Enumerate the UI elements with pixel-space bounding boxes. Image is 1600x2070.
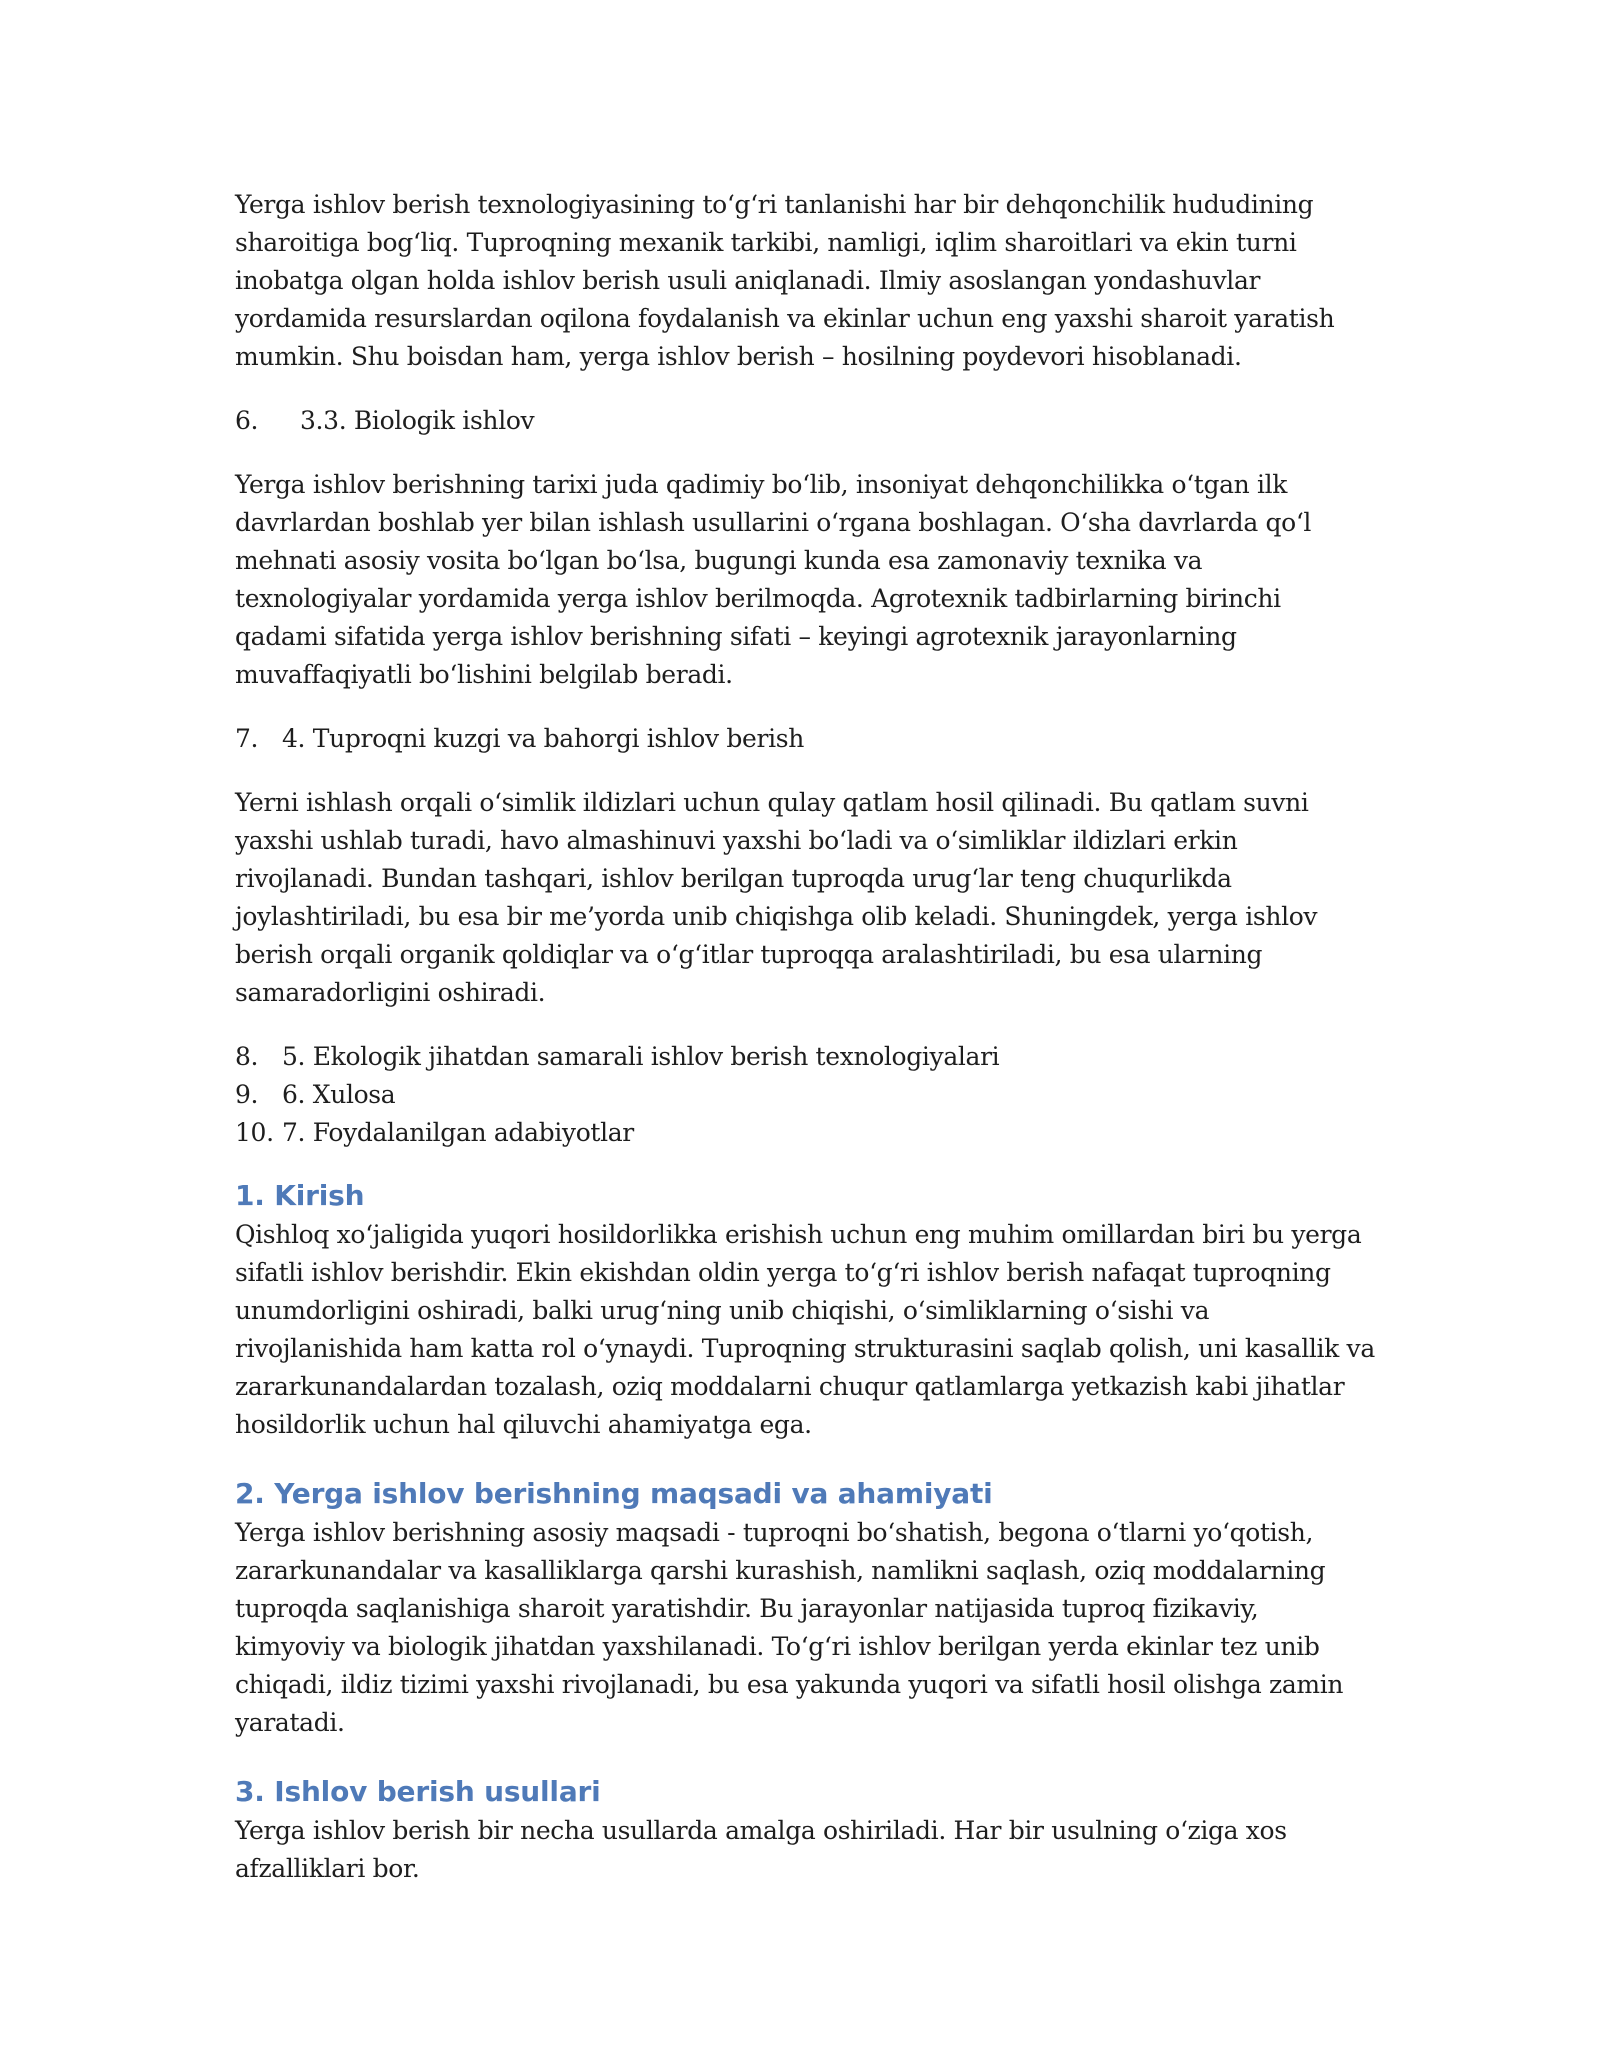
- outline-item-number: 6.: [235, 406, 259, 435]
- outline-item-10: [235, 1114, 1375, 1152]
- section-body-maqsad: Yerga ishlov berishning asosiy maqsadi - tuproqni bo‘shatish, begona o‘tlarni yo‘qotish, zararkunandalar va kasalliklarga qarshi kurashish, namlikni saqlash, oziq moddalarning tuproqda saqlanishiga sharoit yaratishdir. Bu jarayonlar natijasida tuproq fizikaviy, kimyoviy va biologik jihatdan yaxshilanadi. To‘g‘ri ishlov berilgan yerda ekinlar tez unib chiqadi, ildiz tizimi yaxshi rivojlanadi, bu esa yakunda yuqori va sifatli hosil olishga zamin yaratadi.: [235, 1518, 1344, 1737]
- benefits-paragraph: Yerni ishlash orqali o‘simlik ildizlari uchun qulay qatlam hosil qilinadi. Bu qatlam suvni yaxshi ushlab turadi, havo almashinuvi yaxshi bo‘ladi va o‘simliklar ildizlari erkin rivojlanadi. Bundan tashqari, ishlov berilgan tuproqda urug‘lar teng chuqurlikda joylashtiriladi, bu esa bir me’yorda unib chiqishga olib keladi. Shuningdek, yerga ishlov berish orqali organik qoldiqlar va o‘g‘itlar tuproqqa aralashtiriladi, bu esa ularning samaradorligini oshiradi.: [235, 788, 1318, 1007]
- intro-paragraph: Yerga ishlov berish texnologiyasining to‘g‘ri tanlanishi har bir dehqonchilik hududining sharoitiga bog‘liq. Tuproqning mexanik tarkibi, namligi, iqlim sharoitlari va ekin turni inobatga olgan holda ishlov berish usuli aniqlanadi. Ilmiy asoslangan yondashuvlar yordamida resurslardan oqilona foydalanish va ekinlar uchun eng yaxshi sharoit yaratish mumkin. Shu boisdan ham, yerga ishlov berish – hosilning poydevori hisoblanadi.: [235, 190, 1335, 371]
- outline-item-text: 5. Ekologik jihatdan samarali ishlov berish texnologiyalari: [282, 1042, 1000, 1071]
- document-page: [235, 186, 1375, 1888]
- outline-item-number: 8.: [235, 1042, 259, 1071]
- outline-item-8: [235, 1038, 1375, 1076]
- outline-item-text: 4. Tuproqni kuzgi va bahorgi ishlov berish: [282, 724, 804, 753]
- section-body-usullar: Yerga ishlov berish bir necha usullarda amalga oshiriladi. Har bir usulning o‘ziga xos afzalliklari bor.: [235, 1816, 1287, 1883]
- section-heading-kirish: 1. Kirish: [235, 1179, 365, 1212]
- outline-item-text: 7. Foydalanilgan adabiyotlar: [282, 1118, 634, 1147]
- outline-item-number: 10.: [235, 1118, 274, 1147]
- history-paragraph: Yerga ishlov berishning tarixi juda qadimiy bo‘lib, insoniyat dehqonchilikka o‘tgan ilk davrlardan boshlab yer bilan ishlash usullarini o‘rgana boshlagan. O‘sha davrlarda qo‘l mehnati asosiy vosita bo‘lgan bo‘lsa, bugungi kunda esa zamonaviy texnika va texnologiyalar yordamida yerga ishlov berilmoqda. Agrotexnik tadbirlarning birinchi qadami sifatida yerga ishlov berishning sifati – keyingi agrotexnik jarayonlarning muvaffaqiyatli bo‘lishini belgilab beradi.: [235, 470, 1312, 689]
- outline-item-9: [235, 1076, 1375, 1114]
- section-body-kirish: Qishloq xo‘jaligida yuqori hosildorlikka erishish uchun eng muhim omillardan biri bu yerga sifatli ishlov berishdir. Ekin ekishdan oldin yerga to‘g‘ri ishlov berish nafaqat tuproqning unumdorligini oshiradi, balki urug‘ning unib chiqishi, o‘simliklarning o‘sishi va rivojlanishida ham katta rol o‘ynaydi. Tuproqning strukturasini saqlab qolish, uni kasallik va zararkunandalardan tozalash, oziq moddalarni chuqur qatlamlarga yetkazish kabi jihatlar hosildorlik uchun hal qiluvchi ahamiyatga ega.: [235, 1220, 1375, 1439]
- section-heading-maqsad: 2. Yerga ishlov berishning maqsadi va ahamiyati: [235, 1477, 993, 1510]
- section-heading-usullar: 3. Ishlov berish usullari: [235, 1775, 601, 1808]
- outline-item-number: 7.: [235, 724, 259, 753]
- outline-item-number: 9.: [235, 1080, 259, 1109]
- outline-item-6: [235, 402, 1375, 440]
- outline-item-text: 6. Xulosa: [282, 1080, 396, 1109]
- outline-item-text: 3.3. Biologik ishlov: [300, 406, 535, 435]
- outline-item-7: [235, 720, 1375, 758]
